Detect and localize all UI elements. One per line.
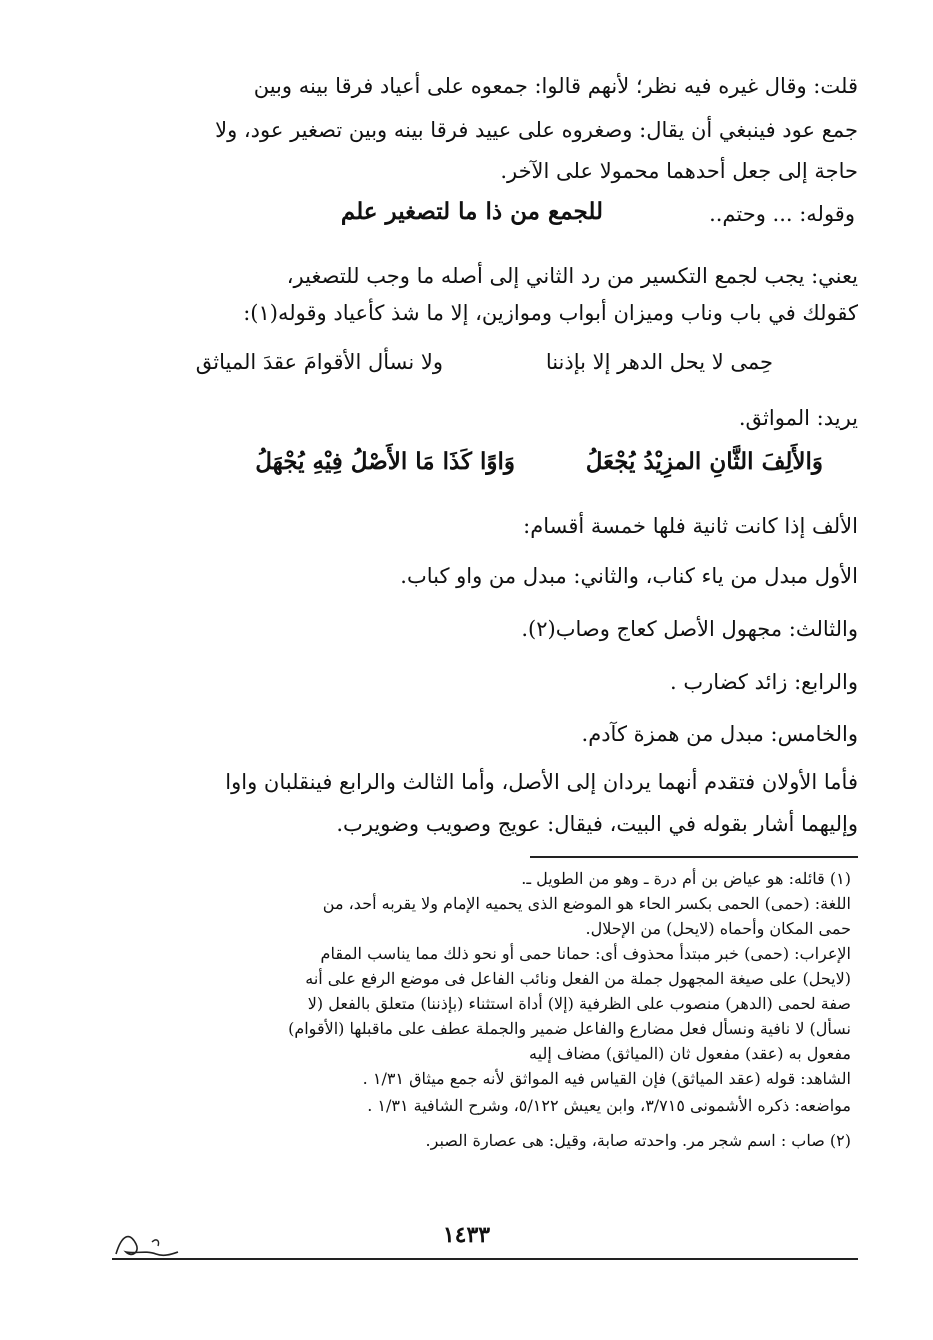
verse-2-left: وَاوًا كَذَا مَا الأَصْلُ فِيْهِ يُجْهَلُ <box>255 448 515 475</box>
verse-intro: وقوله: ... وحتم.. <box>709 202 855 226</box>
body-line: قلت: وقال غيره فيه نظر؛ لأنهم قالوا: جمعوه على أعياد فرقا بينه وبين <box>253 74 858 98</box>
closing-line: وإليهما أشار بقوله في البيت، فيقال: عويج وصويب وضويرب. <box>336 812 858 836</box>
list-line: الأول مبدل من ياء كناب، والثاني: مبدل من واو كباب. <box>400 564 858 588</box>
poem-hemistich-right: حِمى لا يحل الدهر إلا بإذننا <box>545 350 773 374</box>
footnote-line: نسأل) لا نافية ونسأل فعل مضارع والفاعل ضمير والجملة عطف على ماقبلها (الأقوام) <box>288 1019 851 1038</box>
footnote-line: (١) قائله: هو عياض بن أم درة ـ وهو من الطويل ـ. <box>521 869 851 888</box>
footnote-line: (لايحل) على صيغة المجهول جملة من الفعل ونائب الفاعل فى موضع الرفع على أنه <box>305 969 851 988</box>
page-number: ١٤٣٣ <box>442 1222 491 1248</box>
list-line: والثالث: مجهول الأصل كعاج وصاب(٢). <box>521 617 858 641</box>
explanation-line: كقولك في باب وناب وميزان أبواب وموازين، إلا ما شذ كأعياد وقوله(١): <box>243 301 858 325</box>
footnote-separator <box>530 856 858 858</box>
footnote-line: حمى المكان وأحماه (لايحل) من الإحلال. <box>585 919 851 938</box>
body-line: حاجة إلى جعل أحدهما محمولا على الآخر. <box>500 159 858 183</box>
closing-line: فأما الأولان فتقدم أنهما يردان إلى الأصل، وأما الثالث والرابع فينقلبان واوا <box>225 770 858 794</box>
footnote-line: مواضعه: ذكره الأشمونى ٣/٧١٥، وابن يعيش ٥/١٢٢، وشرح الشافية ١/٣١ . <box>367 1096 851 1115</box>
list-line: والرابع: زائد كضارب . <box>670 670 858 694</box>
explanation-line: يعني: يجب لجمع التكسير من رد الثاني إلى أصله ما وجب للتصغير، <box>286 264 858 288</box>
footnote-line: الشاهد: قوله (عقد المياثق) فإن القياس فيه المواثق لأنه جمع ميثاق ١/٣١ . <box>362 1069 851 1088</box>
verse-line-1: للجمع من ذا ما لتصغير علم <box>340 198 603 225</box>
footnote-line: اللغة: (حمى) الحمى بكسر الحاء هو الموضع الذى يحميه الإمام ولا يقربه أحد، من <box>322 894 851 913</box>
body-line: جمع عود فينبغي أن يقال: وصغروه على عييد فرقا بينه وبين تصغير عود، ولا <box>215 118 858 142</box>
footnote-line: (٢) صاب : اسم شجر مر. واحدته صابة، وقيل: هى عصارة الصبر. <box>425 1131 851 1150</box>
list-line: الألف إذا كانت ثانية فلها خمسة أقسام: <box>523 514 858 538</box>
list-line: والخامس: مبدل من همزة كآدم. <box>581 722 858 746</box>
verse-2-right: وَالأَلِفَ الثَّانِ المزِيْدُ يُجْعَلُ <box>585 448 823 475</box>
footnote-line: مفعول به (عقد) مفعول ثان (المياثق) مضاف إليه <box>529 1044 851 1063</box>
bottom-rule <box>112 1258 858 1260</box>
yurid-line: يريد: المواثق. <box>738 406 858 430</box>
footnote-line: صفة لحمى (الدهر) منصوب على الظرفية (إلا) أداة استثناء (بإذننا) متعلق بالفعل (لا <box>307 994 851 1013</box>
footnote-line: الإعراب: (حمى) خبر مبتدأ محذوف أى: حمانا حمى أو نحو ذلك مما يناسب المقام <box>320 944 851 963</box>
poem-hemistich-left: ولا نسأل الأقوامَ عقدَ المياثق <box>195 350 443 374</box>
